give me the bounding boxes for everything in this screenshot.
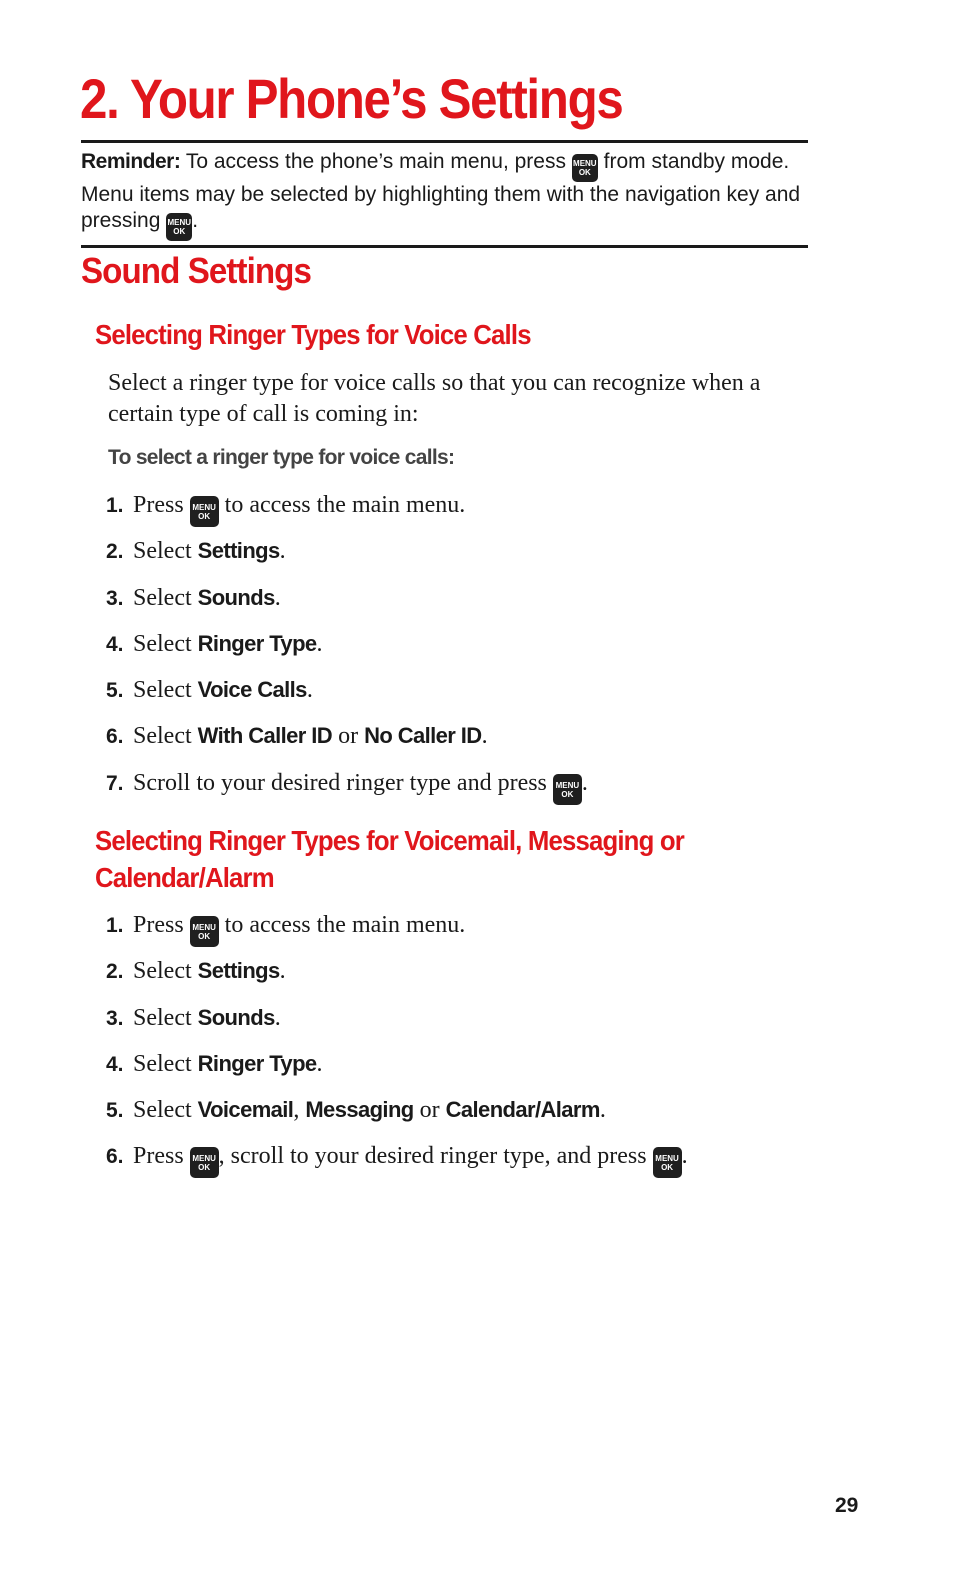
list-item: 6. Select With Caller ID or No Caller ID. bbox=[106, 723, 488, 750]
chapter-title: 2. Your Phone’s Settings bbox=[80, 67, 623, 130]
menu-ok-key-icon: MENU OK bbox=[190, 1147, 219, 1178]
menu-ok-key-icon: MENU OK bbox=[190, 496, 219, 527]
list-item: 3. Select Sounds. bbox=[106, 584, 281, 611]
reminder-label: Reminder: bbox=[81, 150, 181, 173]
reminder-text-c: . bbox=[192, 209, 199, 232]
list-item: 6. Press MENU OK , scroll to your desired ringer type, and press MENU OK . bbox=[106, 1140, 688, 1186]
voice-calls-steps bbox=[106, 489, 588, 813]
list-item: 7. Scroll to your desired ringer type and press MENU OK . bbox=[106, 767, 588, 813]
menu-ok-key-icon: MENU OK bbox=[190, 916, 219, 947]
voicemail-steps bbox=[106, 909, 688, 1187]
subsection-title-voicemail: Selecting Ringer Types for Voicemail, Messaging or Calendar/Alarm bbox=[95, 825, 684, 893]
list-item: 3. Select Sounds. bbox=[106, 1004, 281, 1031]
intro-paragraph: Select a ringer type for voice calls so that you can recognize when a certain type of call is coming in: bbox=[108, 370, 761, 427]
menu-ok-key-icon: MENU OK bbox=[653, 1147, 682, 1178]
list-item: 4. Select Ringer Type. bbox=[106, 630, 323, 657]
list-item: 5. Select Voicemail, Messaging or Calendar/Alarm. bbox=[106, 1097, 606, 1124]
page-number: 29 bbox=[835, 1494, 859, 1517]
reminder-text-b: from standby mode. Menu items may be selected by highlighting them with the navigation key and pressing bbox=[81, 150, 801, 232]
reminder-text-a: To access the phone’s main menu, press bbox=[180, 150, 572, 173]
subsection-title-voice-calls: Selecting Ringer Types for Voice Calls bbox=[95, 319, 531, 350]
menu-ok-key-icon: MENU OK bbox=[553, 774, 582, 805]
list-item: 2. Select Settings. bbox=[106, 958, 286, 985]
procedure-title: To select a ringer type for voice calls: bbox=[108, 446, 455, 469]
list-item: 1. Press MENU OK to access the main menu. bbox=[106, 489, 588, 535]
section-title: Sound Settings bbox=[81, 250, 311, 291]
list-item: 4. Select Ringer Type. bbox=[106, 1050, 323, 1077]
list-item: 5. Select Voice Calls. bbox=[106, 677, 313, 704]
menu-ok-key-icon: MENU OK bbox=[166, 213, 192, 241]
reminder-box bbox=[81, 140, 808, 248]
list-item: 2. Select Settings. bbox=[106, 538, 286, 565]
menu-ok-key-icon: MENU OK bbox=[572, 154, 598, 182]
list-item: 1. Press MENU OK to access the main menu. bbox=[106, 909, 688, 955]
